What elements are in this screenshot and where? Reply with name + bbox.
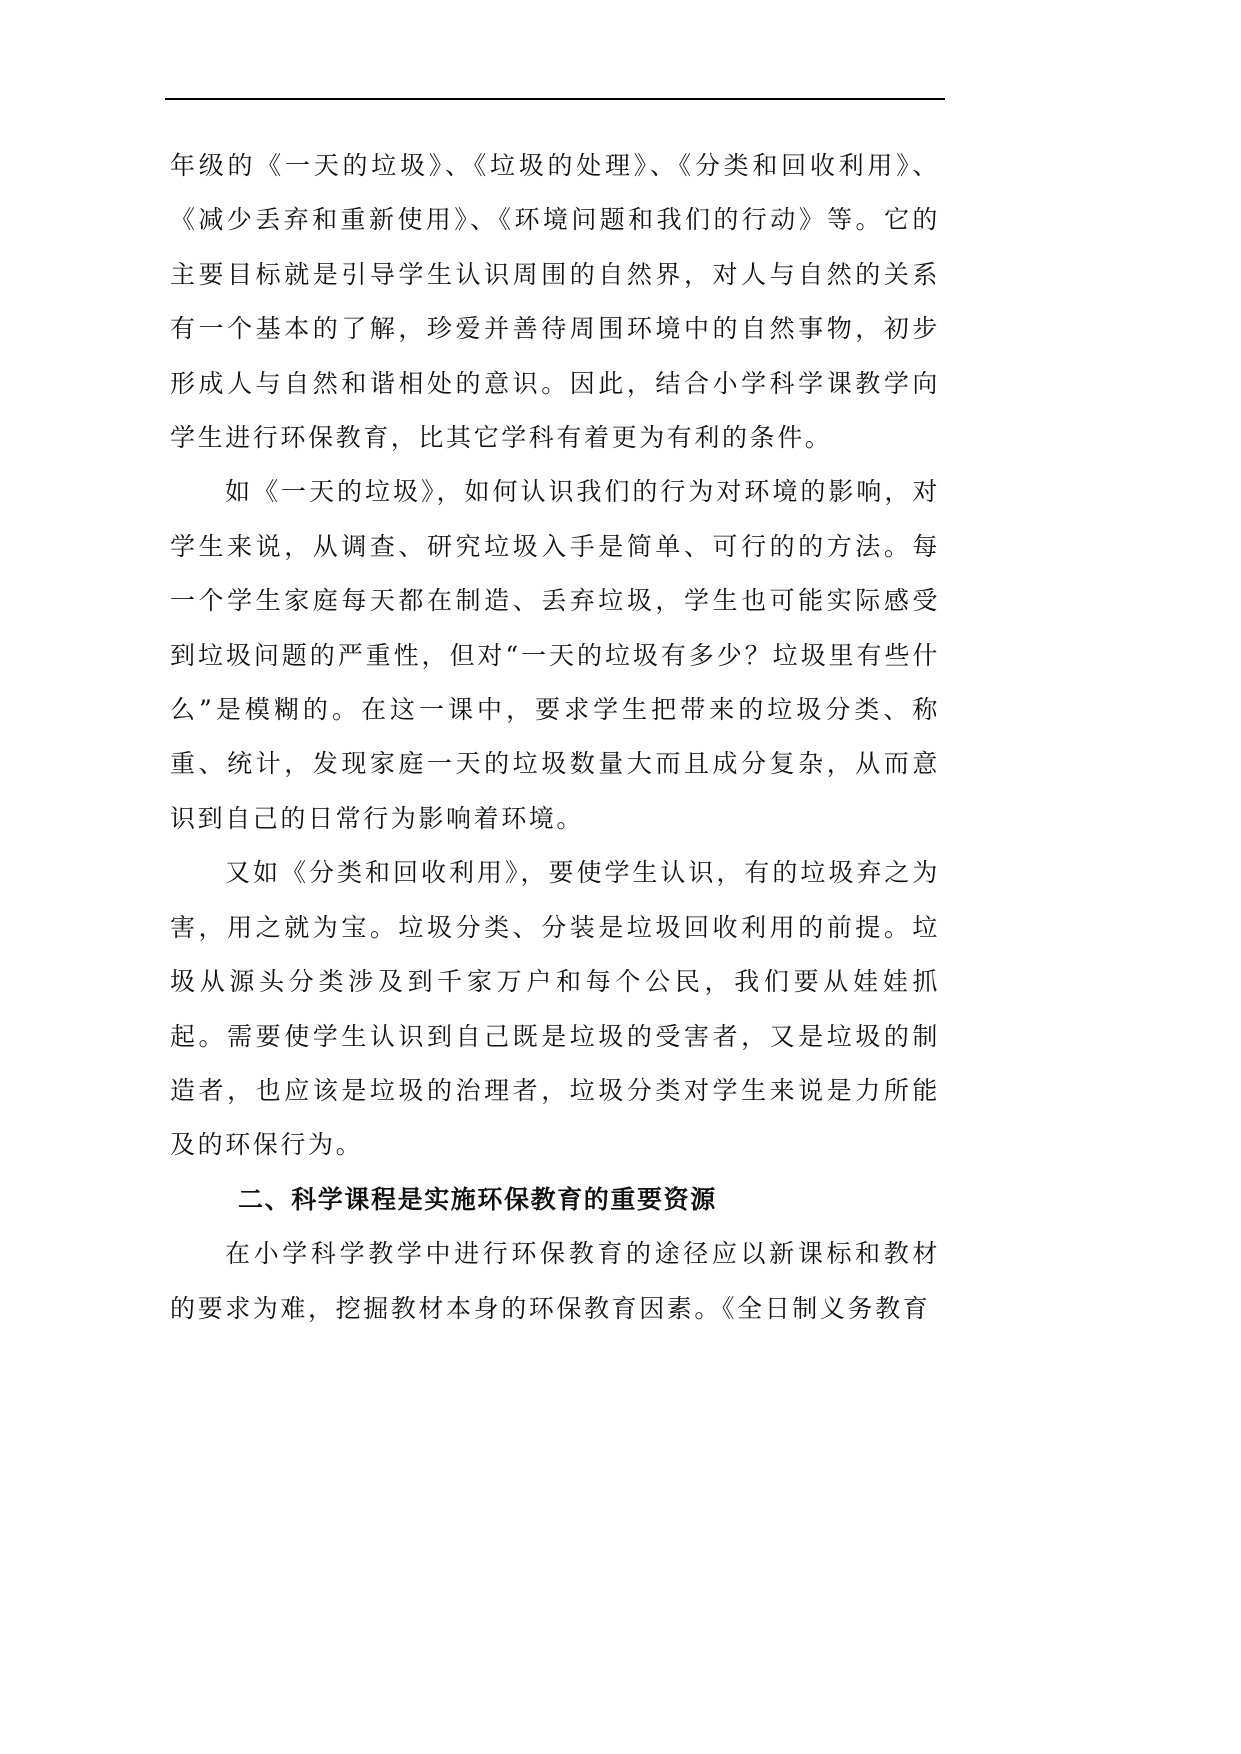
paragraph-example-one-day-garbage: 如《一天的垃圾》，如何认识我们的行为对环境的影响，对学生来说，从调查、研究垃圾入手是简单、可行的的方法。每一个学生家庭每天都在制造、丢弃垃圾，学生也可能实际感受到垃圾问题的严重性，但对“一天的垃圾有多少？垃圾里有些什么”是模糊的。在这一课中，要求学生把带来的垃圾分类、称重、统计，发现家庭一天的垃圾数量大而且成分复杂，从而意识到自己的日常行为影响着环境。 bbox=[170, 477, 940, 833]
document-body bbox=[170, 139, 940, 1336]
paragraph-continued: 年级的《一天的垃圾》、《垃圾的处理》、《分类和回收利用》、《减少丢弃和重新使用》、《环境问题和我们的行动》等。它的主要目标就是引导学生认识周围的自然界，对人与自然的关系有一个基本的了解，珍爱并善待周围环境中的自然事物，初步形成人与自然和谐相处的意识。因此，结合小学科学课教学向学生进行环保教育，比其它学科有着更为有利的条件。 bbox=[170, 151, 940, 453]
paragraph-example-sorting-recycling: 又如《分类和回收利用》，要使学生认识，有的垃圾弃之为害，用之就为宝。垃圾分类、分装是垃圾回收利用的前提。垃圾从源头分类涉及到千家万户和每个公民，我们要从娃娃抓起。需要使学生认识到自己既是垃圾的受害者，又是垃圾的制造者，也应该是垃圾的治理者，垃圾分类对学生来说是力所能及的环保行为。 bbox=[170, 858, 940, 1160]
paragraph-section-intro: 在小学科学教学中进行环保教育的途径应以新课标和教材的要求为难，挖掘教材本身的环保教育因素。《全日制义务教育 bbox=[170, 1239, 940, 1323]
header-rule bbox=[165, 98, 945, 100]
section-heading: 二、科学课程是实施环保教育的重要资源 bbox=[238, 1184, 717, 1214]
